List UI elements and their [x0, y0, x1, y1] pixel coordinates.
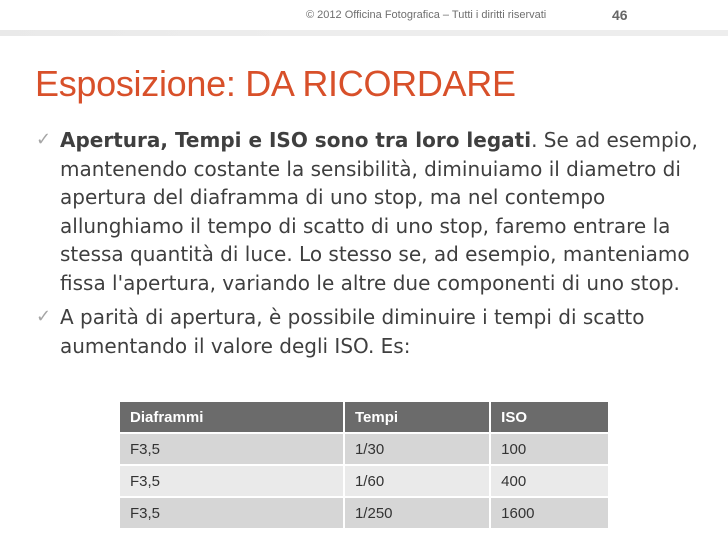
column-header-diaframmi: Diaframmi	[120, 402, 344, 433]
bullet-text: A parità di apertura, è possibile diminuire i tempi di scatto aumentando il valore degli ISO. Es:	[60, 305, 645, 358]
table-cell: 1/30	[344, 433, 490, 465]
column-header-tempi: Tempi	[344, 402, 490, 433]
table-cell: 100	[490, 433, 608, 465]
page-number: 46	[612, 7, 628, 23]
copyright-text: © 2012 Officina Fotografica – Tutti i diritti riservati	[306, 9, 547, 21]
bullet-item	[36, 303, 698, 360]
table-cell: 400	[490, 465, 608, 497]
checkmark-icon: ✓	[36, 129, 52, 150]
table-cell: 1/250	[344, 497, 490, 529]
bullet-item	[36, 126, 698, 297]
slide-title: Esposizione: DA RICORDARE	[35, 63, 516, 104]
table-cell: 1/60	[344, 465, 490, 497]
table-cell: F3,5	[120, 497, 344, 529]
table-row	[120, 433, 608, 465]
table-cell: F3,5	[120, 433, 344, 465]
table-row	[120, 465, 608, 497]
bullet-list	[36, 126, 698, 366]
table-cell: F3,5	[120, 465, 344, 497]
bullet-text: . Se ad esempio, mantenendo costante la sensibilità, diminuiamo il diametro di apertura del diaframma di uno stop, ma nel contempo allunghiamo il tempo di scatto di uno stop, faremo entrare la stessa quantità di luce. Lo stesso se, ad esempio, manteniamo fissa l'apertura, variando le altre due componenti di uno stop.	[60, 128, 698, 295]
table-cell: 1600	[490, 497, 608, 529]
column-header-iso: ISO	[490, 402, 608, 433]
exposure-table	[120, 402, 608, 530]
bullet-bold-text: Apertura, Tempi e ISO sono tra loro legati	[60, 128, 532, 152]
checkmark-icon: ✓	[36, 306, 52, 327]
table-row	[120, 497, 608, 529]
table-header-row	[120, 402, 608, 433]
header-band	[0, 30, 728, 36]
header-bar	[0, 0, 728, 36]
